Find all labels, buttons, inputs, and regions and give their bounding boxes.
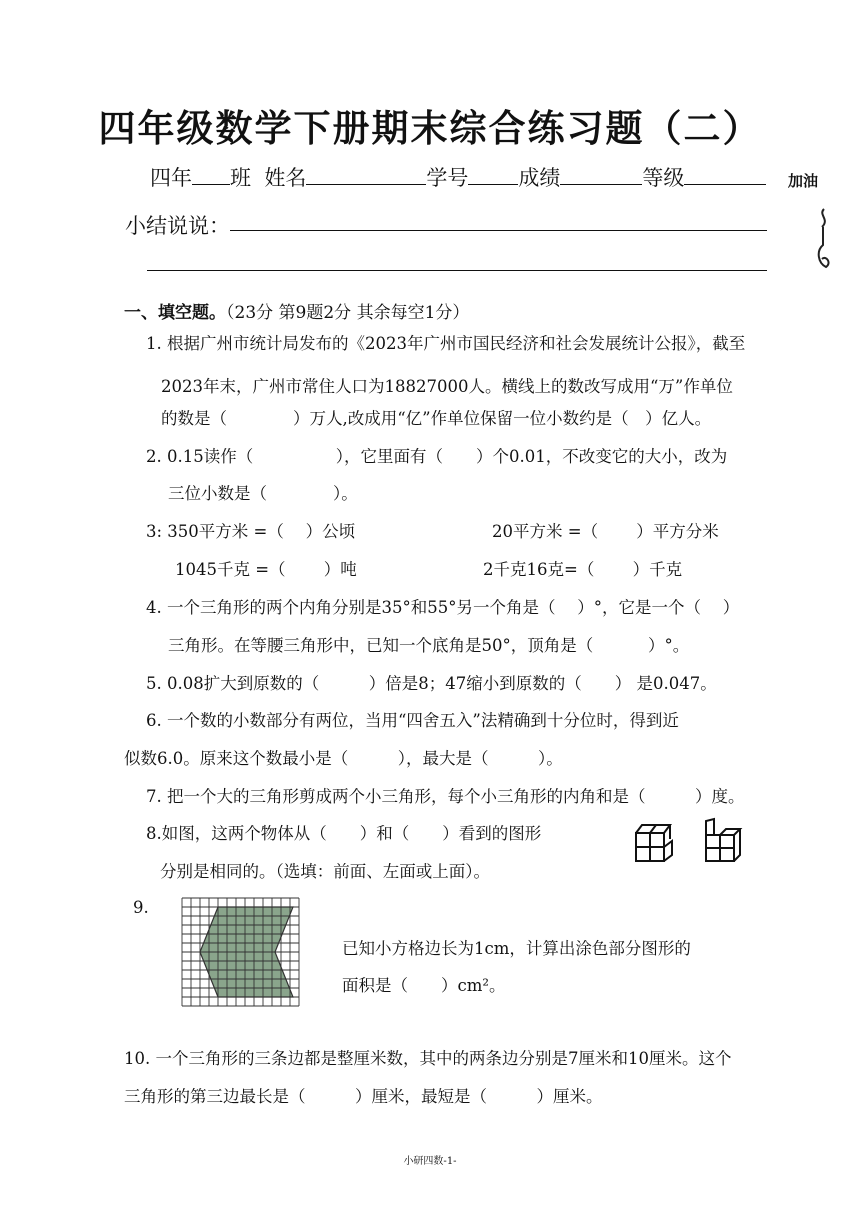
q3-b: 20平方米 =（ ）平方分米: [492, 522, 719, 541]
cheer-text: 加油: [788, 172, 819, 190]
q4-line-2: 三角形。在等腰三角形中，已知一个底角是50°，顶角是（ ）°。: [168, 636, 690, 655]
section-note: （23分 第9题2分 其余每空1分）: [226, 303, 470, 323]
student-info-row: [150, 162, 766, 192]
summary-line-1[interactable]: [230, 230, 767, 231]
section-title: 一、填空题。: [124, 303, 226, 323]
name-label: 姓名: [264, 166, 307, 190]
q9-number: 9.: [133, 898, 149, 917]
level-blank[interactable]: [684, 162, 766, 185]
q6-line-1: 6. 一个数的小数部分有两位，当用“四舍五入”法精确到十分位时，得到近: [146, 711, 679, 730]
level-label: 等级: [642, 166, 685, 190]
summary-label: 小结说说：: [125, 214, 230, 238]
score-blank[interactable]: [560, 162, 642, 185]
doodle-icon: [812, 205, 836, 275]
q2-line-2: 三位小数是（ ）。: [168, 484, 358, 503]
cube-views-figure: [630, 815, 745, 865]
q1-line-2: 2023年末，广州市常住人口为18827000人。横线上的数改写成用“万”作单位: [161, 377, 733, 396]
q8-line-1: 8.如图，这两个物体从（ ）和（ ）看到的图形: [146, 824, 542, 843]
q9-line-2: 面积是（ ）cm²。: [342, 976, 506, 995]
page-footer: 小研四数-1-: [403, 1156, 457, 1167]
section-heading: [124, 298, 469, 323]
name-blank[interactable]: [306, 162, 426, 185]
q9-grid-figure: [180, 895, 310, 1010]
q1-line-3: 的数是（ ）万人,改成用“亿”作单位保留一位小数约是（ ）亿人。: [161, 409, 712, 428]
page-title: 四年级数学下册期末综合练习题（二）: [98, 107, 762, 150]
id-label: 学号: [426, 166, 469, 190]
q10-line-1: 10. 一个三角形的三条边都是整厘米数，其中的两条边分别是7厘米和10厘米。这个: [124, 1049, 732, 1068]
grade-label: 四年: [150, 166, 192, 190]
q3-a: 3: 350平方米 =（ ）公顷: [146, 522, 356, 541]
q6-line-2: 似数6.0。原来这个数最小是（ ），最大是（ ）。: [124, 749, 563, 768]
q4-line-1: 4. 一个三角形的两个内角分别是35°和55°另一个角是（ ）°，它是一个（ ）: [146, 598, 740, 617]
class-label: 班: [230, 166, 251, 190]
q9-line-1: 已知小方格边长为1cm，计算出涂色部分图形的: [342, 939, 691, 958]
score-label: 成绩: [518, 166, 561, 190]
summary-line-2[interactable]: [147, 270, 767, 271]
q1-line-1: 1. 根据广州市统计局发布的《2023年广州市国民经济和社会发展统计公报》，截至: [146, 334, 746, 353]
q3-d: 2千克16克=（ ）千克: [483, 560, 683, 579]
q10-line-2: 三角形的第三边最长是（ ）厘米，最短是（ ）厘米。: [124, 1087, 603, 1106]
id-blank[interactable]: [468, 162, 518, 185]
q2-line-1: 2. 0.15读作（ ），它里面有（ ）个0.01，不改变它的大小，改为: [146, 447, 728, 466]
q8-line-2: 分别是相同的。（选填：前面、左面或上面）。: [160, 862, 490, 881]
q7: 7. 把一个大的三角形剪成两个小三角形，每个小三角形的内角和是（ ）度。: [146, 787, 745, 806]
class-blank[interactable]: [192, 162, 230, 185]
q5: 5. 0.08扩大到原数的（ ）倍是8；47缩小到原数的（ ） 是0.047。: [146, 674, 717, 693]
q3-c: 1045千克 =（ ）吨: [175, 560, 357, 579]
